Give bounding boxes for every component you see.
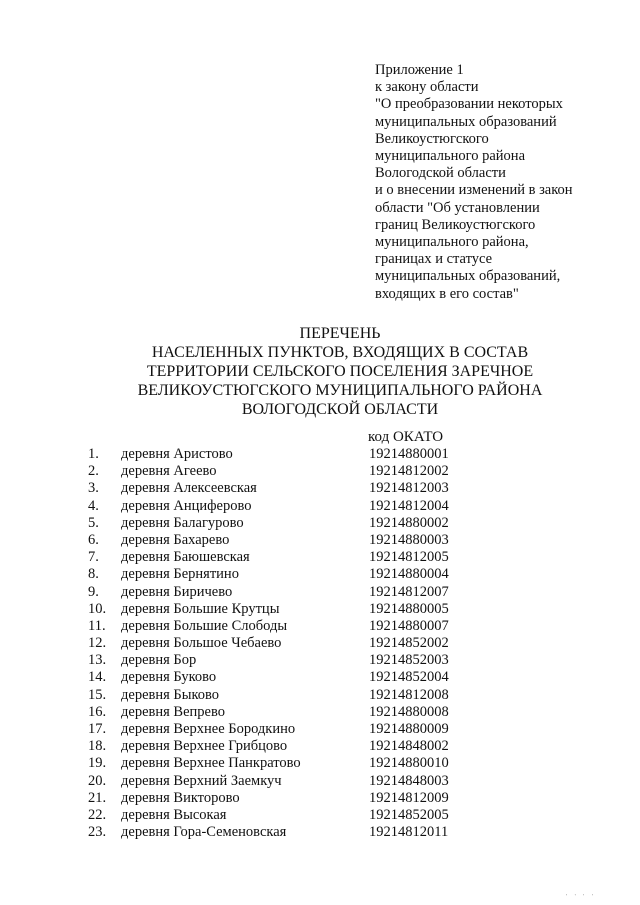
document-title [60, 324, 620, 419]
okato-code: 19214812005 [369, 549, 449, 566]
list-item [0, 463, 640, 480]
item-number: 20. [88, 772, 107, 789]
okato-code: 19214852003 [369, 652, 449, 669]
settlement-name: деревня Анциферово [121, 497, 252, 514]
list-item [0, 635, 640, 652]
appendix-line: Великоустюгского [375, 130, 489, 147]
item-number: 19. [88, 755, 107, 772]
okato-code: 19214852005 [369, 806, 449, 823]
appendix-line: муниципальных образований [375, 113, 557, 130]
item-number: 16. [88, 703, 107, 720]
list-item [0, 446, 640, 463]
title-line: ВОЛОГОДСКОЙ ОБЛАСТИ [241, 401, 439, 418]
okato-code: 19214880002 [369, 514, 449, 531]
list-item [0, 480, 640, 497]
item-number: 18. [88, 738, 107, 755]
list-item [0, 566, 640, 583]
title-line: ВЕЛИКОУСТЮГСКОГО МУНИЦИПАЛЬНОГО РАЙОНА [137, 382, 543, 399]
okato-code: 19214880009 [369, 721, 449, 737]
item-number: 2. [88, 463, 99, 480]
item-number: 7. [88, 549, 99, 566]
settlement-name: деревня Верхнее Бородкино [121, 721, 296, 737]
scan-marks: ' ' ' ' [566, 894, 596, 900]
settlement-name: деревня Викторово [121, 789, 240, 806]
item-number: 17. [88, 721, 107, 737]
settlement-name: деревня Буково [121, 669, 217, 686]
title-line: ПЕРЕЧЕНЬ [299, 325, 381, 342]
settlement-list [0, 446, 640, 841]
okato-code: 19214812007 [369, 583, 449, 600]
okato-code: 19214812003 [369, 480, 449, 497]
okato-code: 19214812011 [369, 824, 449, 841]
list-item [0, 652, 640, 669]
okato-code: 19214852002 [369, 635, 449, 652]
item-number: 5. [88, 514, 99, 531]
settlement-name: деревня Верхнее Грибцово [121, 738, 288, 755]
okato-column-header: код ОКАТО [368, 429, 444, 445]
appendix-line: муниципальных образований, [375, 268, 561, 285]
list-item [0, 704, 640, 721]
settlement-name: деревня Верхнее Панкратово [121, 755, 301, 772]
settlement-name: деревня Агеево [121, 463, 217, 480]
settlement-name: деревня Алексеевская [121, 480, 257, 497]
title-line: НАСЕЛЕННЫХ ПУНКТОВ, ВХОДЯЩИХ В СОСТАВ [151, 344, 529, 361]
okato-code: 19214880010 [369, 755, 449, 772]
list-item [0, 738, 640, 755]
item-number: 4. [88, 497, 99, 514]
okato-code: 19214812002 [369, 463, 449, 480]
appendix-line: муниципального района [375, 148, 525, 165]
settlement-name: деревня Биричево [121, 583, 233, 600]
okato-code: 19214812009 [369, 789, 449, 806]
okato-code: 19214880005 [369, 600, 449, 617]
okato-code: 19214848002 [369, 738, 449, 755]
settlement-name: деревня Большие Слободы [121, 617, 288, 634]
okato-code: 19214880004 [369, 566, 449, 583]
appendix-line: границах и статусе [375, 251, 493, 268]
item-number: 13. [88, 652, 107, 669]
item-number: 15. [88, 686, 107, 703]
appendix-line: входящих в его состав" [375, 285, 519, 302]
okato-code: 19214880001 [369, 446, 449, 462]
settlement-name: деревня Вепрево [121, 703, 225, 720]
okato-code: 19214880008 [369, 703, 449, 720]
settlement-name: деревня Быково [121, 686, 220, 703]
list-item [0, 773, 640, 790]
list-item [0, 790, 640, 807]
appendix-block [375, 62, 625, 303]
item-number: 14. [88, 669, 107, 686]
list-item [0, 549, 640, 566]
okato-code: 19214852004 [369, 669, 449, 686]
list-item [0, 824, 640, 841]
item-number: 3. [88, 480, 99, 497]
item-number: 9. [88, 583, 99, 600]
appendix-line: "О преобразовании некоторых [375, 96, 563, 113]
list-item [0, 669, 640, 686]
settlement-name: деревня Большие Крутцы [121, 600, 280, 617]
item-number: 11. [88, 617, 106, 634]
settlement-name: деревня Аристово [121, 446, 233, 462]
appendix-line: и о внесении изменений в закон [375, 182, 573, 199]
item-number: 12. [88, 635, 107, 652]
appendix-line: границ Великоустюгского [375, 216, 536, 233]
okato-code: 19214880007 [369, 617, 449, 634]
appendix-line: Вологодской области [375, 165, 506, 182]
list-item [0, 498, 640, 515]
list-item [0, 687, 640, 704]
settlement-name: деревня Верхний Заемкуч [121, 772, 282, 789]
list-item [0, 515, 640, 532]
settlement-name: деревня Бахарево [121, 531, 230, 548]
okato-code: 19214880003 [369, 531, 449, 548]
settlement-name: деревня Балагурово [121, 514, 244, 531]
item-number: 23. [88, 824, 107, 841]
appendix-line: области "Об установлении [375, 199, 540, 216]
item-number: 8. [88, 566, 99, 583]
settlement-name: деревня Бор [121, 652, 197, 669]
list-item [0, 807, 640, 824]
appendix-line: муниципального района, [375, 234, 529, 251]
title-line: ТЕРРИТОРИИ СЕЛЬСКОГО ПОСЕЛЕНИЯ ЗАРЕЧНОЕ [146, 363, 534, 380]
list-item [0, 618, 640, 635]
item-number: 1. [88, 446, 99, 462]
settlement-name: деревня Баюшевская [121, 549, 250, 566]
okato-code: 19214812004 [369, 497, 449, 514]
item-number: 6. [88, 531, 99, 548]
appendix-line: Приложение 1 [375, 62, 464, 78]
settlement-name: деревня Большое Чебаево [121, 635, 282, 652]
item-number: 10. [88, 600, 107, 617]
list-item [0, 721, 640, 738]
list-item [0, 532, 640, 549]
list-item [0, 755, 640, 772]
okato-code: 19214848003 [369, 772, 449, 789]
list-item [0, 601, 640, 618]
item-number: 22. [88, 806, 107, 823]
item-number: 21. [88, 789, 107, 806]
settlement-name: деревня Высокая [121, 806, 227, 823]
settlement-name: деревня Гора-Семеновская [121, 824, 287, 841]
appendix-line: к закону области [375, 79, 479, 96]
okato-code: 19214812008 [369, 686, 449, 703]
settlement-name: деревня Бернятино [121, 566, 239, 583]
list-item [0, 584, 640, 601]
